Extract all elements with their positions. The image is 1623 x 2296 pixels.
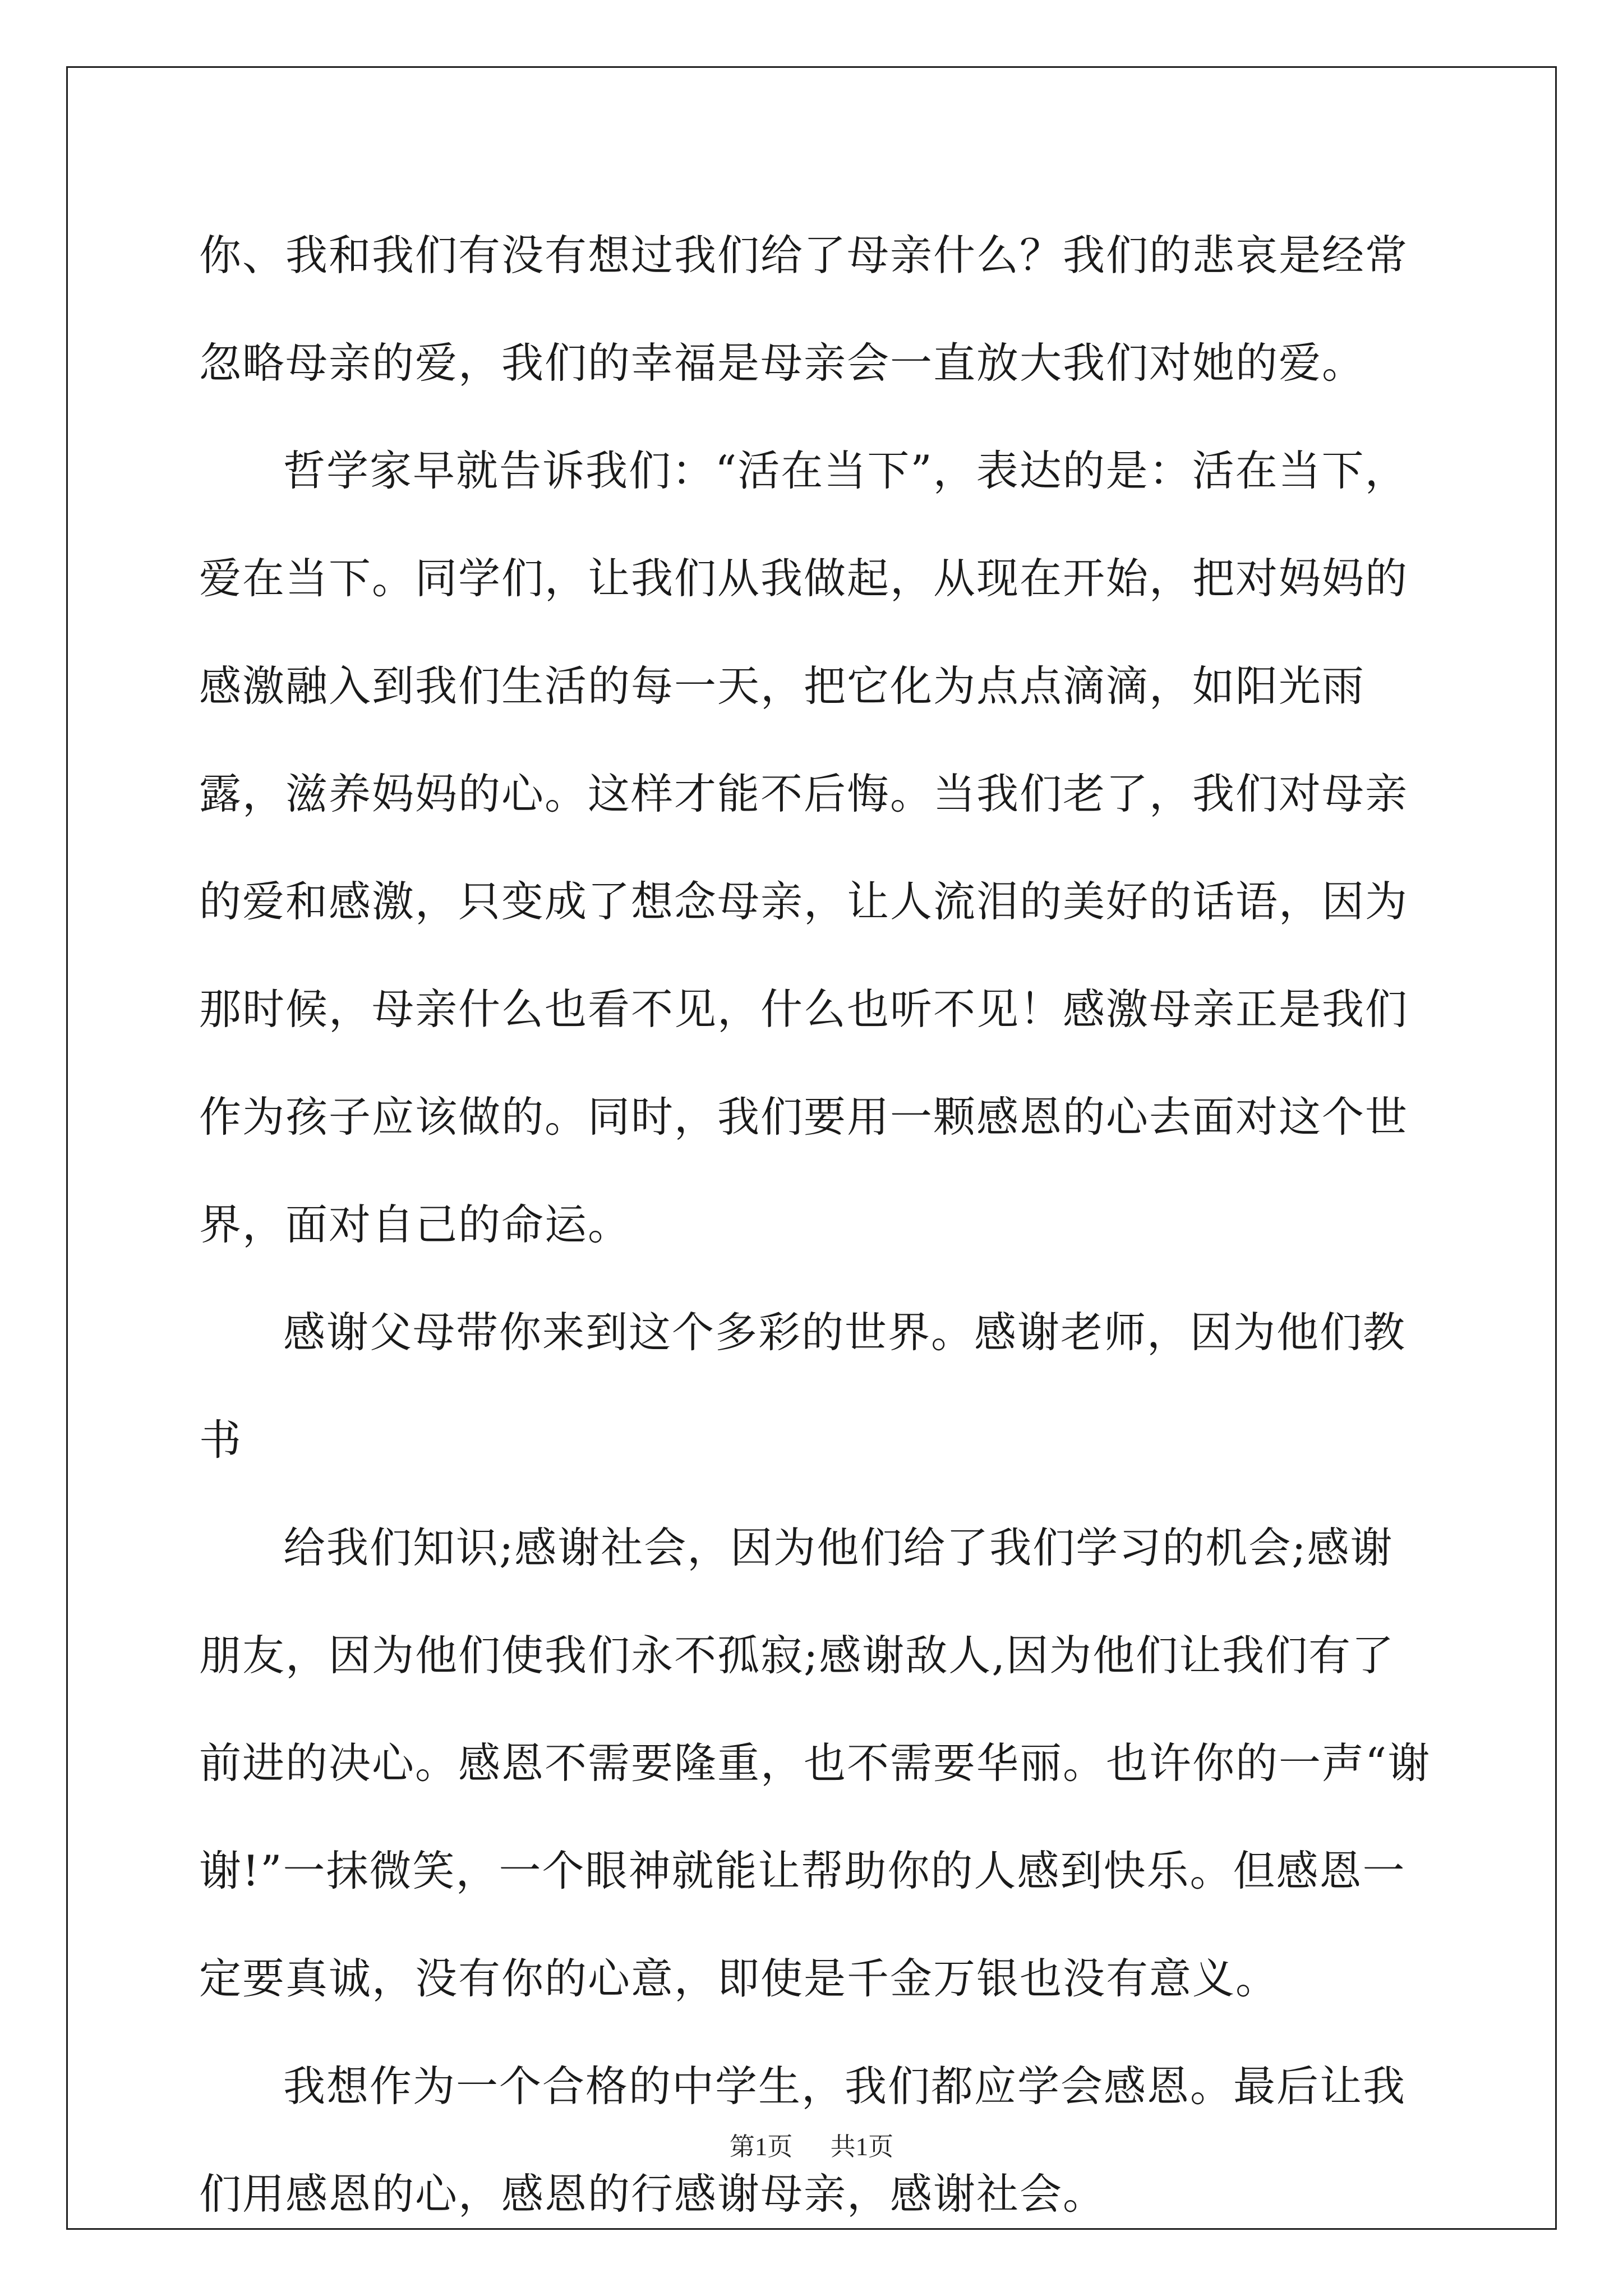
paragraph-5: 我想作为一个合格的中学生，我们都应学会感恩。最后让我们用感恩的心，感恩的行感谢母亲，感谢社会。 <box>199 2062 1407 2219</box>
paragraph-1: 你、我和我们有没有想过我们给了母亲什么？我们的悲哀是经常忽略母亲的爱，我们的幸福是母亲会一直放大我们对她的爱。 <box>199 231 1409 388</box>
page-footer <box>0 2126 1623 2162</box>
document-body <box>199 201 1433 2248</box>
paragraph-2: 哲学家早就告诉我们：“活在当下”，表达的是：活在当下，爱在当下。同学们，让我们从我做起，从现在开始，把对妈妈的感激融入到我们生活的每一天，把它化为点点滴滴，如阳光雨露，滋养妈妈的心。这样才能不后悔。当我们老了，我们对母亲的爱和感激，只变成了想念母亲，让人流泪的美好的话语，因为那时候，母亲什么也看不见，什么也听不见！感激母亲正是我们作为孩子应该做的。同时，我们要用一颗感恩的心去面对这个世界，面对自己的命运。 <box>199 446 1409 1249</box>
paragraph-3: 感谢父母带你来到这个多彩的世界。感谢老师，因为他们教书 <box>199 1308 1407 1465</box>
page-number: 第1页 <box>729 2133 793 2161</box>
page-total: 共1页 <box>830 2133 894 2161</box>
paragraph-4: 给我们知识;感谢社会，因为他们给了我们学习的机会;感谢朋友，因为他们使我们永不孤寂;感谢敌人,因为他们让我们有了前进的决心。感恩不需要隆重，也不需要华丽。也许你的一声“谢谢!”一抹微笑，一个眼神就能让帮助你的人感到快乐。但感恩一定要真诚，没有你的心意，即使是千金万银也没有意义。 <box>199 1523 1431 2003</box>
